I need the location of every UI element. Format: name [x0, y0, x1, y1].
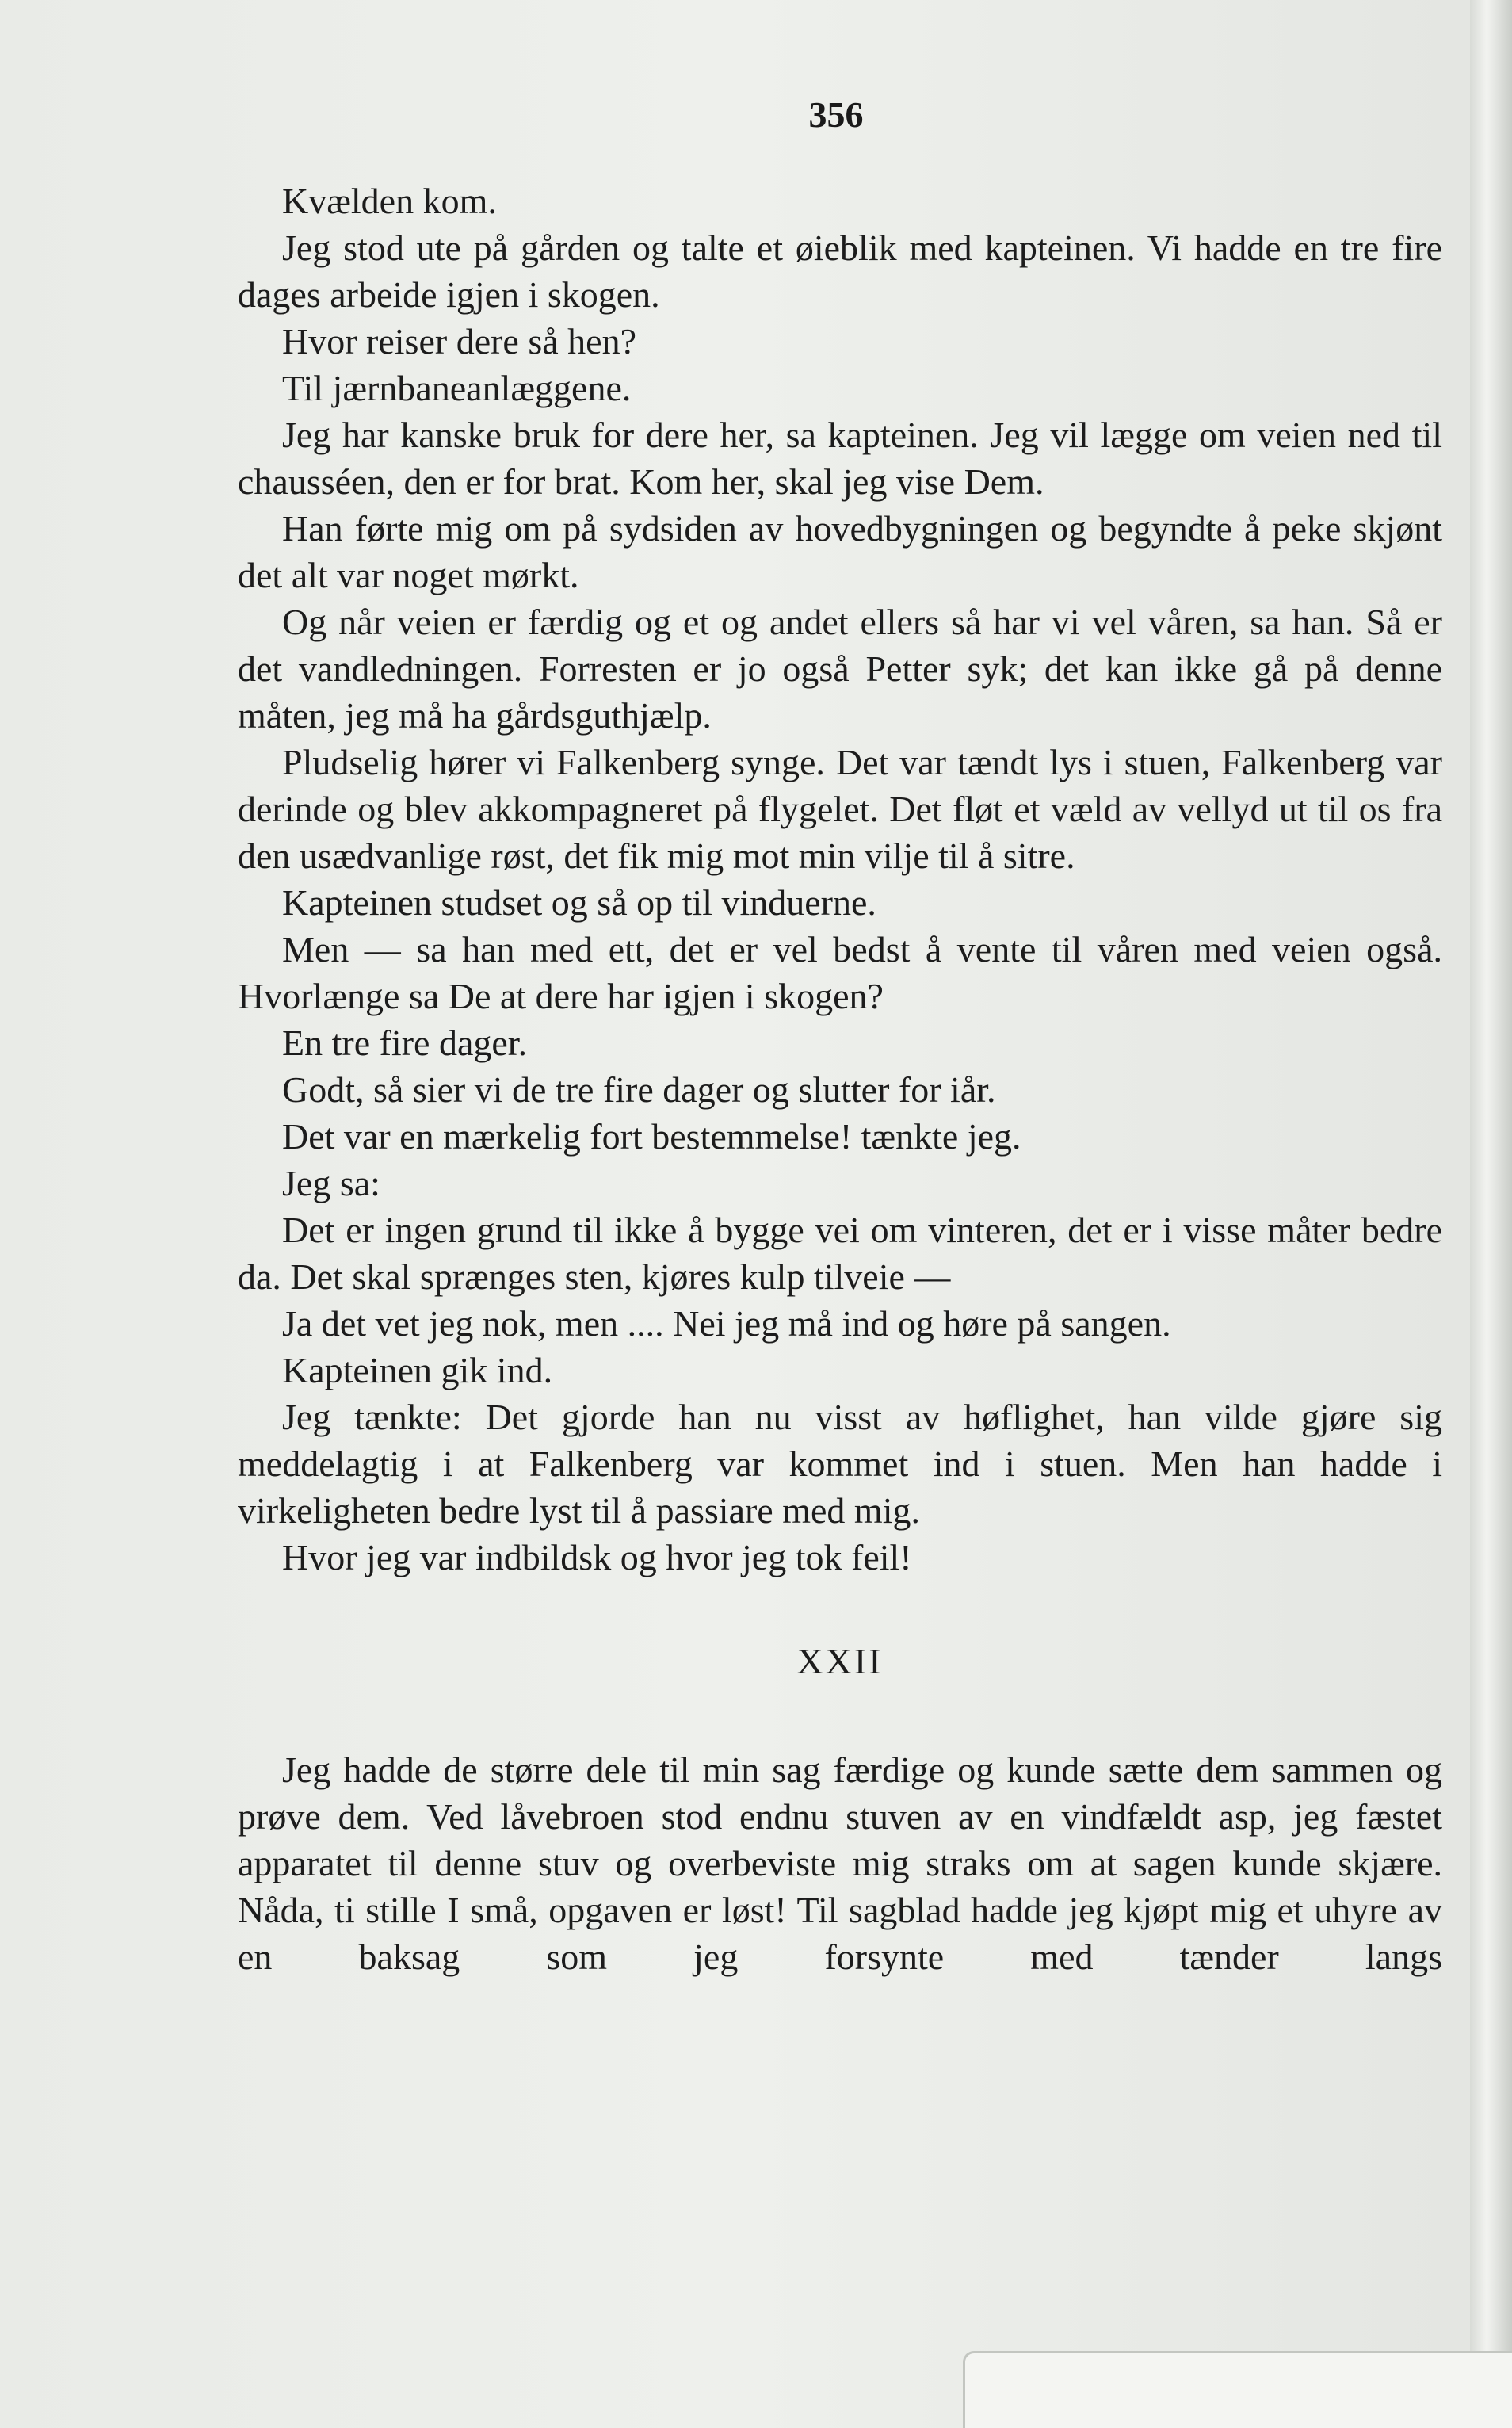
paragraph: Kapteinen gik ind. [282, 1350, 553, 1390]
paragraph: Kapteinen studset og så op til vinduerne. [282, 882, 876, 923]
paragraph: Men — sa han med ett, det er vel bedst å vente til våren med veien også. Hvorlænge sa De at dere har igjen i skogen? [238, 929, 1442, 1016]
paragraph: Pludselig hører vi Falkenberg synge. Det var tændt lys i stuen, Falkenberg var derinde og blev akkompagneret på flygelet. Det fløt et væld av vellyd ut til os fra den usædvanlige røst, det fik mig mot min vilje til å sitre. [238, 742, 1442, 876]
paragraph: Til jærnbaneanlæggene. [282, 368, 632, 408]
scanner-tab [963, 2351, 1512, 2428]
paragraph: Jeg hadde de større dele til min sag færdige og kunde sætte dem sammen og prøve dem. Ved låvebroen stod endnu stuven av en vindfældt asp, jeg fæstet apparatet til denne stuv og overbeviste mig straks om at sagen kunde skjære. Nåda, ti stille I små, opgaven er løst! Til sagblad hadde jeg kjøpt mig et uhyre av en baksag som jeg forsynte med tænder langs [238, 1749, 1442, 1977]
body-text [238, 178, 1442, 1980]
paragraph: Han førte mig om på sydsiden av hovedbygningen og begyndte å peke skjønt det alt var noget mørkt. [238, 508, 1442, 595]
chapter-heading: XXII [796, 1641, 884, 1681]
paragraph: Det var en mærkelig fort bestemmelse! tænkte jeg. [282, 1116, 1021, 1157]
page-number: 356 [808, 94, 864, 135]
paragraph: Hvor jeg var indbildsk og hvor jeg tok feil! [282, 1537, 912, 1577]
paragraph: Det er ingen grund til ikke å bygge vei om vinteren, det er i visse måter bedre da. Det skal sprænges sten, kjøres kulp tilveie — [238, 1210, 1442, 1297]
paragraph: Hvor reiser dere så hen? [282, 321, 636, 361]
paragraph: Godt, så sier vi de tre fire dager og slutter for iår. [282, 1069, 996, 1110]
paragraph: Jeg stod ute på gården og talte et øieblik med kapteinen. Vi hadde en tre fire dages arbeide igjen i skogen. [238, 228, 1442, 315]
paragraph: Ja det vet jeg nok, men .... Nei jeg må ind og høre på sangen. [282, 1303, 1171, 1344]
paragraph: Kvælden kom. [282, 181, 497, 221]
paragraph: En tre fire dager. [282, 1023, 528, 1063]
paragraph: Og når veien er færdig og et og andet ellers så har vi vel våren, sa han. Så er det vandledningen. Forresten er jo også Petter syk; det kan ikke gå på denne måten, jeg må ha gårdsguthjælp. [238, 602, 1442, 736]
paragraph: Jeg sa: [282, 1163, 380, 1203]
paragraph: Jeg har kanske bruk for dere her, sa kapteinen. Jeg vil lægge om veien ned til chausséen, den er for brat. Kom her, skal jeg vise Dem. [238, 415, 1442, 502]
paragraph: Jeg tænkte: Det gjorde han nu visst av høflighet, han vilde gjøre sig meddelagtig i at Falkenberg var kommet ind i stuen. Men han hadde i virkeligheten bedre lyst til å passiare med mig. [238, 1397, 1442, 1531]
page-gutter [1470, 0, 1512, 2428]
